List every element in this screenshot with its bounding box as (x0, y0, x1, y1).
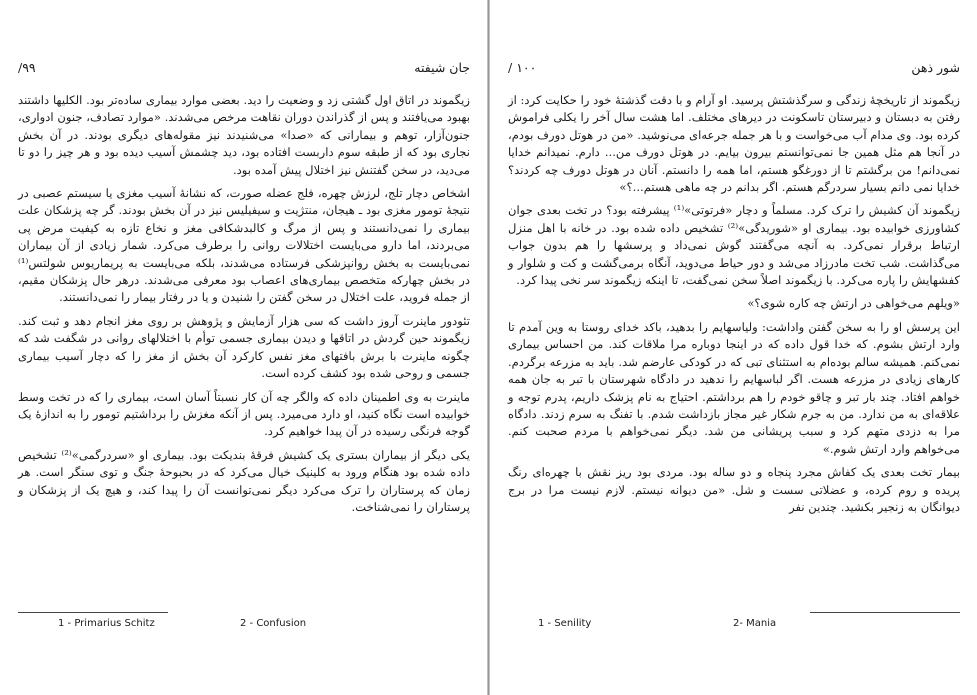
paragraph: «ویلهم می‌خواهی در ارتش چه کاره شوی؟» (747, 296, 960, 311)
paragraph: این پرسش او را به سخن گفتن واداشت: ولیاسهایم را بدهید، باکد خدای روستا به وین آمدم تا وارد ارتش بشوم. که خدا قول داده که در اینجا دوباره مرا ملاقات کند. من احساس بیماری نمی‌کنم. همیشه سالم بوده‌ام به استثنای تبی که در کودکی عارضم شد. باید به مزرعه برگردم. کارهای زیادی در مزرعه هست. اگر لباسهایم را ندهید در دادگاه شهرستان با تبر به جان همه خواهم افتاد. چند بار تبر و چاقو خودم را هم برداشتم. احتیاج به نام پزشک داریم، پدرم توجه و علاقه‌ای به من ندارد. من به جرم شکار غیر مجاز بازداشت شدم. با تفنگ به سرم زدند. دادگاه مرا به دزدی متهم کرد و سبب پریشانی من شد. دیگر نمی‌خواهم با مردم صحبت کنم. می‌خواهم وارد ارتش شوم.» (508, 319, 960, 456)
footnote-rule (18, 612, 168, 613)
page-header (508, 60, 960, 80)
paragraph: تئودور ماینرت آروز داشت که سی هزار آزمایش و پژوهش بر روی مغز انجام دهد و ثبت کند. زیگموند حین گردش در اتاقها و دیدن بیماری جسمی توأم با اختلالهای روانی در شگفت شد که چگونه ماینرت با برش بافتهای مغز نفس کارکرد آن بخش از مغز را که دچار آسیب بیماری جسمی و روحی شده بود کشف کرده است. (18, 313, 470, 381)
page-header (18, 60, 470, 80)
footnote-rule (810, 612, 960, 613)
footnote: 2 - Confusion (240, 618, 307, 629)
page-body (18, 92, 470, 522)
right-page (508, 0, 960, 695)
paragraph: یکی دیگر از بیماران بستری یک کشیش فرقهٔ بندیکت بود. بیماری او «سردرگمی»⁽²⁾ تشخیص داده شده بود هنگام ورود به کلینیک خیال می‌کرد که در بحبوحهٔ جنگ و توی سنگر است. هر زمان که پرستاران را ترک می‌کرد دیگر نمی‌توانست آن را پیدا کند، و هیچ یک از پزشکان و پرستاران را نمی‌شناخت. (18, 447, 471, 514)
footnote: 1 - Primarius Schitz (58, 618, 155, 629)
paragraph: بیمار تخت بعدی یک کفاش مجرد پنجاه و دو ساله بود. مردی بود ریز نقش با چهره‌ای رنگ پریده و روم کرده، و عضلاتی سست و شل. «من دیوانه نیستم. لازم نیست مرا در برج دیوانگان به زنجیر بکشید. چندین نفر (508, 465, 960, 514)
left-page (18, 0, 470, 695)
paragraph: اشخاص دچار تلج، لرزش چهره، فلج عضله صورت، که نشانهٔ آسیب مغزی یا سیستم عصبی در نتیجهٔ تومور مغزی بود ـ هیجان، منتژیت و سیفیلیس نیز در آن بخش بودند. گر چه پزشکان علت بیماری را نمی‌دانستند و پس از مرگ و کالبدشکافی مغز و نخاع تازه به کیفیت مرض پی می‌بردند، اما دارو می‌بایست اختلالات روانی را برطرف می‌کرد. شمار زیادی از آن بیماران نمی‌بایست به بخش روانپزشکی فرستاده می‌شدند، بلکه می‌بایست به پریماریوس شولتس⁽¹⁾ در بخش چهارکه متخصص بیماری‌های اعصاب بود معرفی می‌شدند. درهر حال پزشکان مقیم، از جمله فروید، علت اختلال در سخن گفتن را شنیدن و یا در رفتار بیمار را نمی‌دانستند. (18, 186, 470, 305)
running-title: جان شیفته (414, 60, 470, 75)
paragraph: زیگموند در اتاق اول گشتی زد و وضعیت را دید. بعضی موارد بیماری ساده‌تر بود. الکلیها داشتند بهبود می‌یافتند و پس از گذراندن دوران نقاهت مرخص می‌شدند. «موارد تصادف، جنون ادواری، جنون‌آزار، توهم و بیمارانی که «صدا» می‌شنیدند نیز مقوله‌های دیگری بودند. در آن بخش نجاری بود که از طبقه سوم داربست افتاده بود، دید چشمش آسیب دیده بود و هر چیز را دو تا می‌دید، در سخن گفتنش نیز اختلال پیش آمده بود. (18, 93, 470, 177)
paragraph: زیگموند آن کشیش را ترک کرد. مسلماً و دچار «فرتوتی»⁽¹⁾ پیشرفته بود؟ در تخت بعدی جوان کشاورزی خوابیده بود. بیماری او «شوریدگی»⁽²⁾ تشخیص داده شده بود. در خانه با اهل منزل ارتباط برقرار نمی‌کرد. به آنچه می‌گفتند گوش نمی‌داد و پرسشها را هم بدون جواب می‌گذاشت. شب تخت مادرزاد می‌شد و دور حیاط می‌دوید، آنگاه برمی‌گشت و کت و شلوار و کفشهایش را پاره می‌کرد. با زیگموند اصلاً سخن نمی‌گفت، تا اینکه زیگموند سر نخی پیدا کرد. (508, 203, 960, 288)
page-body (508, 92, 960, 522)
footnote: 2- Mania (733, 618, 777, 629)
paragraph: زیگموند از تاریخچهٔ زندگی و سرگذشتش پرسید. او آرام و با دقت گذشتهٔ خود را حکایت کرد: از رفتن به دبستان و دبیرستان تاسکونت در دیرهای مختلف. اما هشت سال آخر را یکلی فراموش کرده بود. وی مدام آب می‌خواست و با هر جمله جرعه‌ای می‌نوشید. «من در هوتل دورف بودم، در آنجا هم مثل همین جا نمی‌توانستم بیرون بیایم. در هوتل دورف من... دارم. نمیدانم خدایا نمی‌دانم! من برگشتم تا از دورغگو هستم، اما همه را دانستم. آنان در هوتل دورف چه کردند؟ خدایا نمی دانم بسیار سردرگم هستم. اگر بدانم در چه ماهی هستم...؟» (508, 93, 960, 195)
paragraph: ماینرت به وی اطمینان داده که والگر چه آن کار نسبتاً آسان است، بیماری را که در تخت وسط خوابیده است نگاه کنید، او دارد می‌میرد. پس از آنکه مغزش را برداشتیم تومور را به اندازهٔ یک گوجه فرنگی رسیده در آن پیدا خواهیم کرد. (18, 389, 470, 439)
running-title: شور ذهن (911, 60, 960, 75)
page-number: ۹۹/ (18, 60, 36, 75)
book-gutter (487, 0, 490, 695)
footnote: 1 - Senility (538, 618, 592, 629)
page-number: ۱۰۰ / (508, 60, 537, 75)
